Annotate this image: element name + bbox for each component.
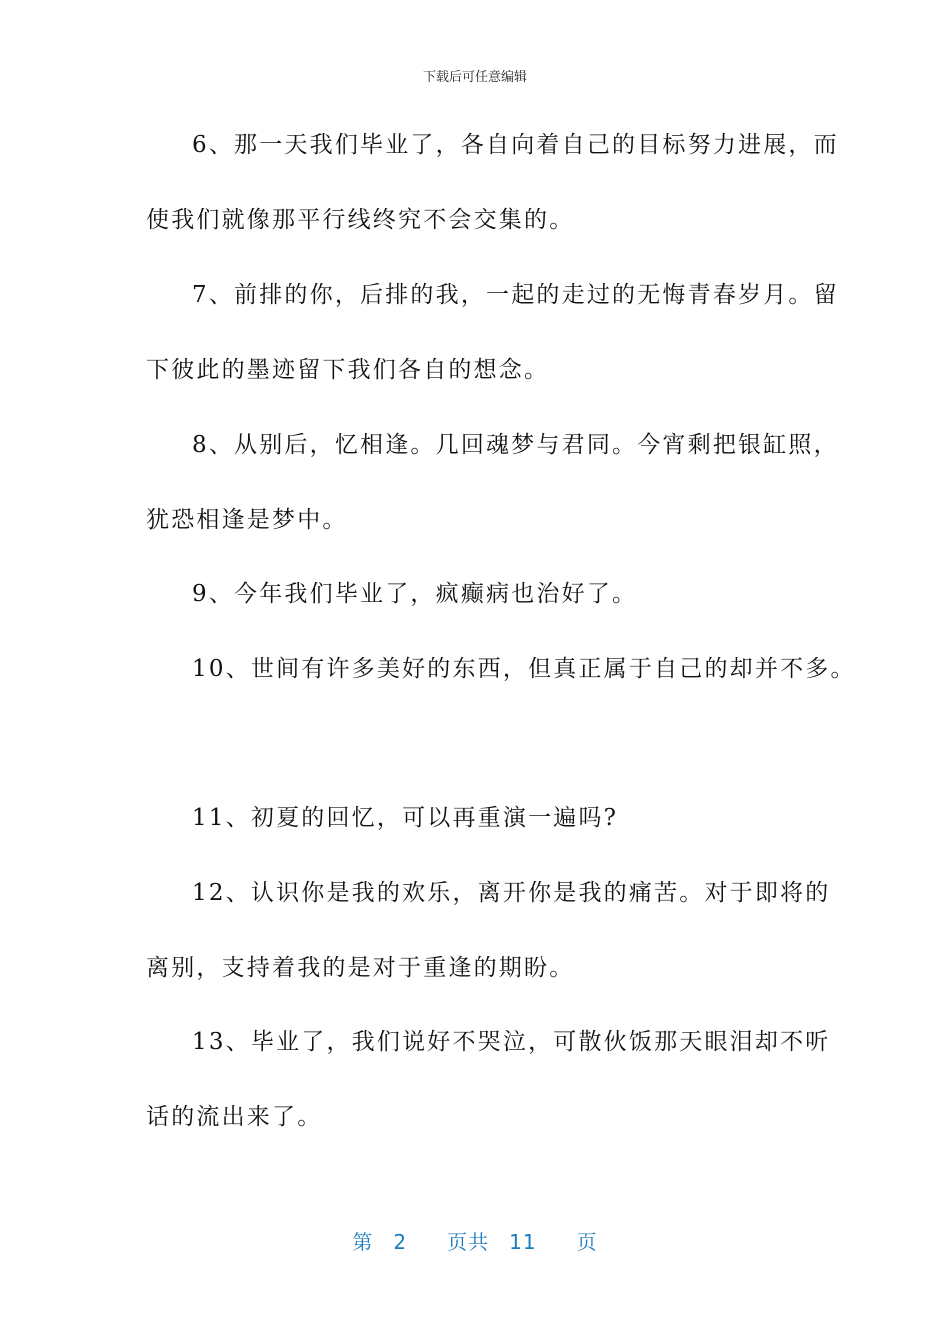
- page-footer: [0, 1226, 950, 1255]
- paragraph-11-line-1: 11、初夏的回忆，可以再重演一遍吗?: [192, 805, 619, 831]
- paragraph-6-line-2: 使我们就像那平行线终究不会交集的。: [146, 207, 575, 233]
- paragraph-9-line-1: 9、今年我们毕业了，疯癫病也治好了。: [192, 581, 638, 607]
- paragraph-7-line-1: 7、前排的你，后排的我，一起的走过的无悔青春岁月。留: [192, 282, 839, 308]
- paragraph-7-line-2: 下彼此的墨迹留下我们各自的想念。: [146, 357, 550, 383]
- footer-total-pages: 11: [509, 1230, 537, 1254]
- paragraph-13-line-1: 13、毕业了，我们说好不哭泣，可散伙饭那天眼泪却不听: [192, 1029, 831, 1055]
- paragraph-13-line-2: 话的流出来了。: [146, 1104, 323, 1130]
- paragraph-12-line-2: 离别，支持着我的是对于重逢的期盼。: [146, 955, 575, 981]
- paragraph-8-line-1: 8、从别后，忆相逢。几回魂梦与君同。今宵剩把银缸照，: [192, 432, 839, 458]
- page-header: 下载后可任意编辑: [422, 70, 527, 85]
- footer-suffix: 页: [576, 1230, 598, 1254]
- paragraph-6-line-1: 6、那一天我们毕业了，各自向着自己的目标努力进展，而: [192, 132, 839, 158]
- footer-prefix: 第: [352, 1230, 374, 1254]
- footer-current-page: 2: [393, 1230, 408, 1254]
- paragraph-8-line-2: 犹恐相逢是梦中。: [146, 507, 348, 533]
- footer-middle: 页共: [447, 1230, 490, 1254]
- paragraph-12-line-1: 12、认识你是我的欢乐，离开你是我的痛苦。对于即将的: [192, 880, 831, 906]
- paragraph-10-line-1: 10、世间有许多美好的东西，但真正属于自己的却并不多。: [192, 656, 856, 682]
